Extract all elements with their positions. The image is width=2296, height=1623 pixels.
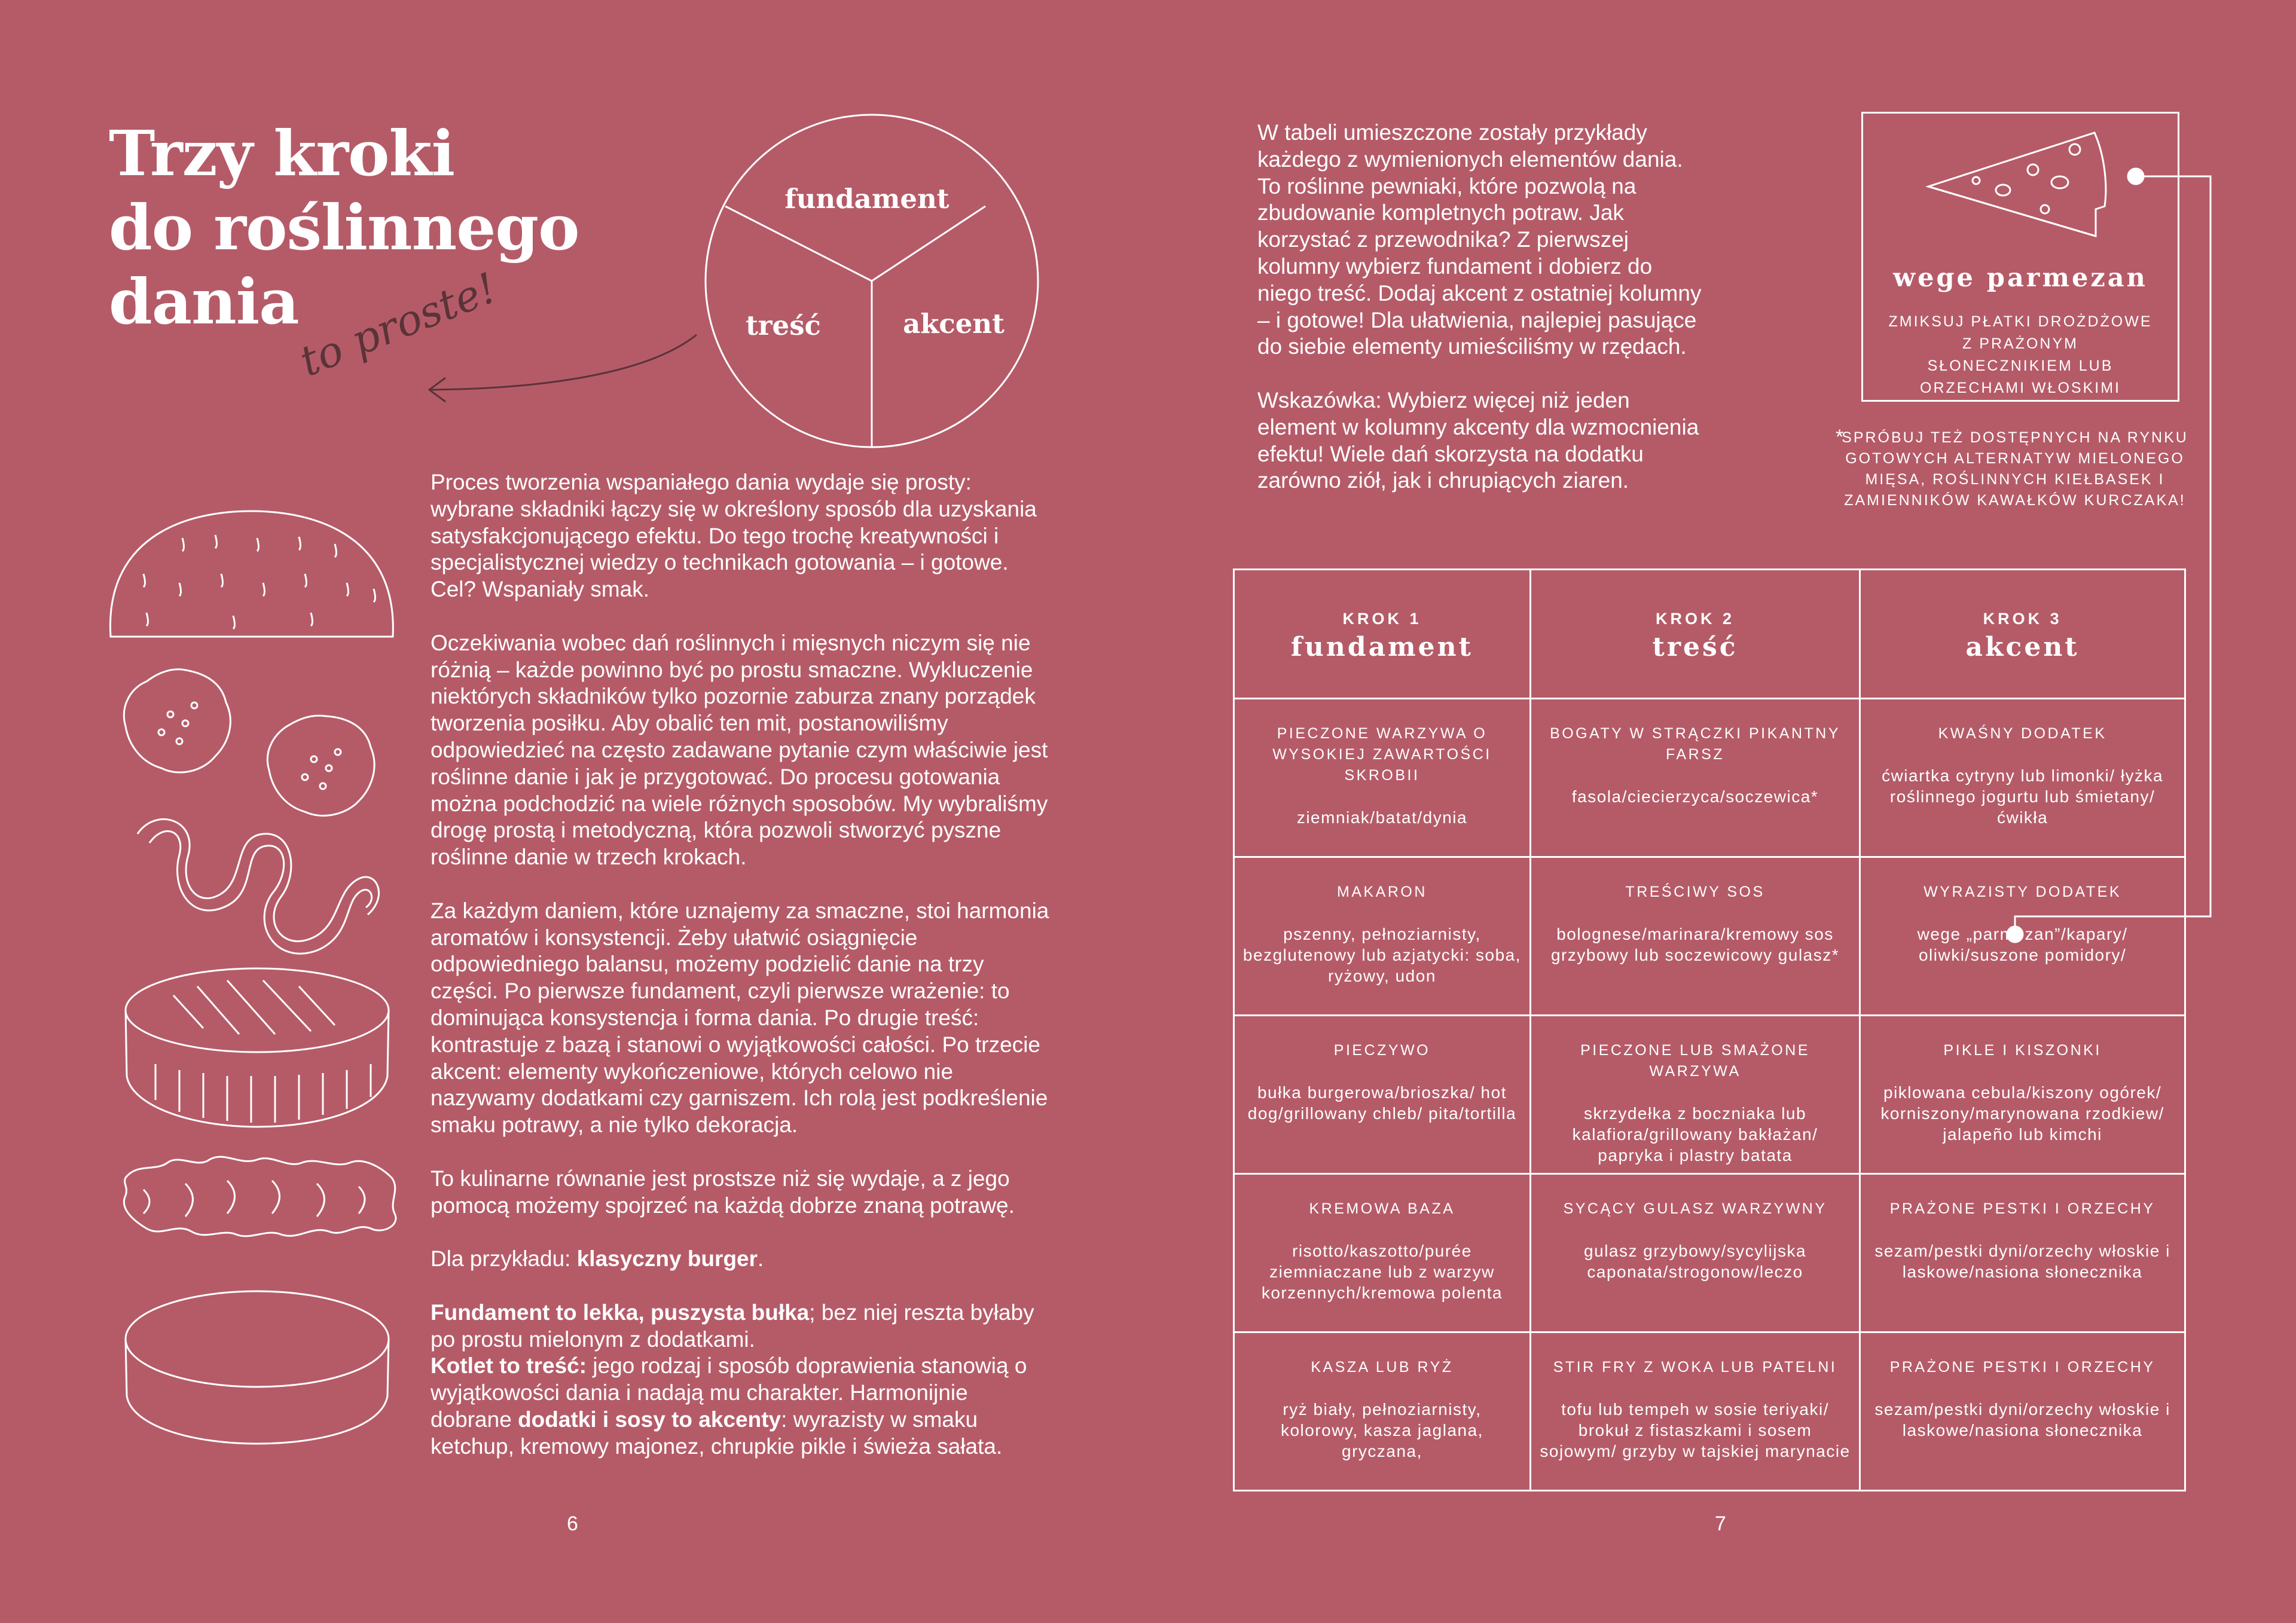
- cell-category: WYRAZISTY DODATEK: [1923, 884, 2121, 900]
- step-label: KROK 2: [1656, 610, 1735, 628]
- table-cell: [1860, 1016, 2185, 1174]
- note-text: SPRÓBUJ TEŻ DOSTĘPNYCH NA RYNKU GOTOWYCH ALTERNATYW MIELONEGO MIĘSA, ROŚLINNYCH KIEŁBASEK I ZAMIENNIKÓW KAWAŁKÓW KURCZAKA!: [1842, 429, 2188, 509]
- p6-bold: Kotlet to treść:: [430, 1353, 587, 1379]
- cell-items: fasola/ciecierzyca/soczewica*: [1571, 787, 1819, 806]
- cell-items: pszenny, pełnoziarnisty, bezglutenowy lub azjatycki: soba, ryżowy, udon: [1242, 925, 1521, 985]
- step-label: KROK 1: [1342, 610, 1422, 628]
- title-line-1: Trzy kroki: [109, 117, 455, 190]
- table-row: [1234, 1016, 2185, 1174]
- p5-rest: ; bez niej reszta byłaby po prostu mielonym z dodatkami.: [430, 1300, 1034, 1352]
- pie-diagram: [706, 115, 1038, 447]
- table-header-cell: [1860, 570, 2185, 699]
- pie-label-left: treść: [746, 310, 821, 341]
- example-prefix: Dla przykładu:: [430, 1246, 577, 1271]
- paragraph-1: Proces tworzenia wspaniałego dania wydaje się prosty: wybrane składniki łączy się w określony sposób dla uzyskania satysfakcjonującego efektu. Do tego trochę kreatywności i specjalistycznej wiedzy o technikach gotowania – i gotowe. Cel? Wspaniały smak.: [430, 470, 1037, 602]
- cell-items: piklowana cebula/kiszony ogórek/ korniszony/marynowana rzodkiew/ jalapeño lub kimchi: [1880, 1083, 2164, 1144]
- title-line-3: dania: [109, 265, 299, 338]
- table-cell: [1530, 1332, 1860, 1491]
- arrow-icon: [429, 335, 697, 402]
- cell-items: bolognese/marinara/kremowy sos grzybowy lub soczewicowy gulasz*: [1550, 925, 1840, 964]
- three-steps-table: [1233, 568, 2186, 1491]
- table-header-cell: [1530, 570, 1860, 699]
- parmezan-box: [1861, 112, 2179, 402]
- table-cell: [1234, 1174, 1531, 1332]
- table-header-cell: [1234, 570, 1531, 699]
- pie-label-top: fundament: [784, 183, 949, 215]
- paragraph-4: To kulinarne równanie jest prostsze niż się wydaje, a z jego pomocą możemy spojrzeć na każdą dobrze znaną potrawę.: [430, 1166, 1015, 1218]
- parmezan-title: wege parmezan: [1893, 263, 2148, 293]
- sauce-icon: [138, 819, 379, 953]
- table-row: [1234, 699, 2185, 857]
- table-row: [1234, 857, 2185, 1016]
- cell-items: bułka burgerowa/brioszka/ hot dog/grillowany chleb/ pita/tortilla: [1247, 1083, 1517, 1123]
- table-cell: [1860, 1332, 2185, 1491]
- cell-category: STIR FRY Z WOKA LUB PATELNI: [1553, 1359, 1837, 1376]
- cell-category: PIECZONE WARZYWA O WYSOKIEJ ZAWARTOŚCI SKROBII: [1272, 725, 1492, 784]
- right-intro-text: [1257, 120, 1712, 521]
- bun-bottom-icon: [126, 1291, 389, 1444]
- intro-paragraph-1: W tabeli umieszczone zostały przykłady każdego z wymienionych elementów dania. To roślinne pewniaki, które pozwolą na zbudowanie kompletnych potraw. Jak korzystać z przewodnika? Z pierwszej kolumny wybierz fundament i dobierz do niego treść. Dodaj akcent z ostatniej kolumny – i gotowe! Dla ułatwienia, najlepiej pasujące do siebie elementy umieściliśmy w rzędach.: [1257, 120, 1702, 359]
- pickle-icon: [124, 670, 374, 816]
- cell-items: sezam/pestki dyni/orzechy włoskie i laskowe/nasiona słonecznika: [1874, 1400, 2170, 1439]
- table-cell: [1860, 699, 2185, 857]
- example-bold: klasyczny burger: [576, 1246, 758, 1271]
- page-number-left: 6: [567, 1512, 578, 1535]
- cell-category: PIECZONE LUB SMAŻONE WARZYWA: [1580, 1042, 1810, 1080]
- table-cell: [1234, 1332, 1531, 1491]
- p6-bold2: dodatki i sosy to akcenty: [518, 1407, 781, 1432]
- cell-items: sezam/pestki dyni/orzechy włoskie i laskowe/nasiona słonecznika: [1874, 1242, 2170, 1281]
- intro-paragraph-2: Wskazówka: Wybierz więcej niż jeden element w kolumny akcenty dla wzmocnienia efektu! Wiele dań skorzysta na dodatku zarówno ziół, jak i chrupiących ziaren.: [1257, 387, 1699, 493]
- table-cell: [1234, 1016, 1531, 1174]
- table-cell: [1530, 1174, 1860, 1332]
- cell-category: PIECZYWO: [1333, 1042, 1431, 1059]
- table-cell: [1530, 699, 1860, 857]
- cell-category: PIKLE I KISZONKI: [1943, 1042, 2102, 1059]
- table-cell: [1234, 857, 1531, 1016]
- p6-rest2: : wyrazisty w smaku ketchup, kremowy majonez, chrupkie pikle i świeża sałata.: [430, 1407, 1003, 1459]
- cell-items: gulasz grzybowy/sycylijska caponata/strogonow/leczo: [1584, 1242, 1807, 1281]
- bun-top-icon: [110, 511, 393, 637]
- cell-items: tofu lub tempeh w sosie teriyaki/ brokuł z fistaszkami i sosem sojowym/ grzyby w tajskiej marynacie: [1540, 1400, 1851, 1460]
- table-header-row: [1234, 570, 2185, 699]
- paragraph-3: Za każdym daniem, które uznajemy za smaczne, stoi harmonia aromatów i konsystencji. Żeby ułatwić osiągnięcie odpowiedniego balansu, możemy podzielić danie na trzy części. Po pierwsze fundament, czyli pierwsze wrażenie: to dominująca konsystencja i forma dania. Po drugie treść: kontrastuje z bazą i stanowi o wyjątkowości całości. Po trzecie akcent: elementy wykończeniowe, których celowo nie nazywamy dodatkami czy garniszem. Ich rolą jest podkreślenie smaku potrawy, a nie tylko dekoracja.: [430, 898, 1049, 1138]
- cell-items: wege „parmezan”/kapary/ oliwki/suszone pomidory/: [1917, 925, 2128, 964]
- table-cell: [1860, 1174, 2185, 1332]
- cell-items: ćwiartka cytryny lub limonki/ łyżka roślinnego jogurtu lub śmietany/ćwikła: [1882, 766, 2164, 827]
- paragraph-burger: [430, 1300, 1052, 1460]
- cell-category: KWAŚNY DODATEK: [1938, 725, 2107, 742]
- table-row: [1234, 1174, 2185, 1332]
- step-label: KROK 3: [1983, 610, 2062, 628]
- cell-category: KREMOWA BAZA: [1309, 1200, 1455, 1217]
- left-body-text: [430, 469, 1052, 1460]
- cell-items: skrzydełka z boczniaka lub kalafiora/grillowany bakłażan/ papryka i plastry batata: [1572, 1104, 1818, 1164]
- cell-category: BOGATY W STRĄCZKI PIKANTNY FARSZ: [1550, 725, 1841, 763]
- cell-category: TREŚCIWY SOS: [1625, 884, 1765, 900]
- p6-rest: jego rodzaj i sposób doprawienia stanowią o wyjątkowości dania i nadają mu charakter. Harmonijnie dobrane: [430, 1353, 1027, 1432]
- paragraph-example: [430, 1246, 1052, 1273]
- cell-category: PRAŻONE PESTKI I ORZECHY: [1889, 1200, 2155, 1217]
- cell-items: risotto/kaszotto/purée ziemniaczane lub z warzyw korzennych/kremowa polenta: [1261, 1242, 1503, 1302]
- pie-label-right: akcent: [903, 308, 1004, 340]
- table-cell: [1234, 699, 1531, 857]
- paragraph-2: Oczekiwania wobec dań roślinnych i mięsnych niczym się nie różnią – każde powinno być po prostu smaczne. Wykluczenie niektórych składników tylko pozornie zaburza znany porządek tworzenia posiłku. Aby obalić ten mit, postanowiliśmy odpowiedzieć na często zadawane pytanie czym właściwie jest roślinne danie i jak je przygotować. Do procesu gotowania można podchodzić na wiele różnych sposobów. My wybraliśmy drogę prostą i metodyczną, która pozwoli stworzyć pyszne roślinne danie w trzech krokach.: [430, 630, 1048, 870]
- table-cell: [1530, 1016, 1860, 1174]
- page-number-right: 7: [1715, 1512, 1726, 1535]
- cell-items: ziemniak/batat/dynia: [1296, 808, 1468, 827]
- table-row: [1234, 1332, 2185, 1491]
- table-cell: [1530, 857, 1860, 1016]
- cell-category: MAKARON: [1337, 884, 1427, 900]
- note-star: *: [1836, 426, 1844, 448]
- step-name: akcent: [1965, 632, 2080, 662]
- cell-items: ryż biały, pełnoziarnisty, kolorowy, kasza jaglana, gryczana,: [1280, 1400, 1483, 1460]
- cell-category: PRAŻONE PESTKI I ORZECHY: [1889, 1359, 2155, 1376]
- step-name: treść: [1652, 632, 1738, 662]
- step-name: fundament: [1290, 632, 1473, 662]
- cell-category: KASZA LUB RYŻ: [1311, 1359, 1454, 1376]
- lettuce-icon: [124, 1157, 396, 1236]
- patty-icon: [126, 968, 389, 1127]
- example-suffix: .: [758, 1246, 764, 1271]
- p5-bold: Fundament to lekka, puszysta bułka: [430, 1300, 810, 1325]
- handwritten-note: to proste!: [293, 263, 504, 387]
- title-line-2: do roślinnego: [109, 191, 579, 264]
- cell-category: SYCĄCY GULASZ WARZYWNY: [1563, 1200, 1827, 1217]
- parmezan-text: ZMIKSUJ PŁATKI DROŻDŻOWE Z PRAŻONYM SŁONECZNIKIEM LUB ORZECHAMI WŁOSKIMI: [1888, 313, 2152, 396]
- table-cell: [1860, 857, 2185, 1016]
